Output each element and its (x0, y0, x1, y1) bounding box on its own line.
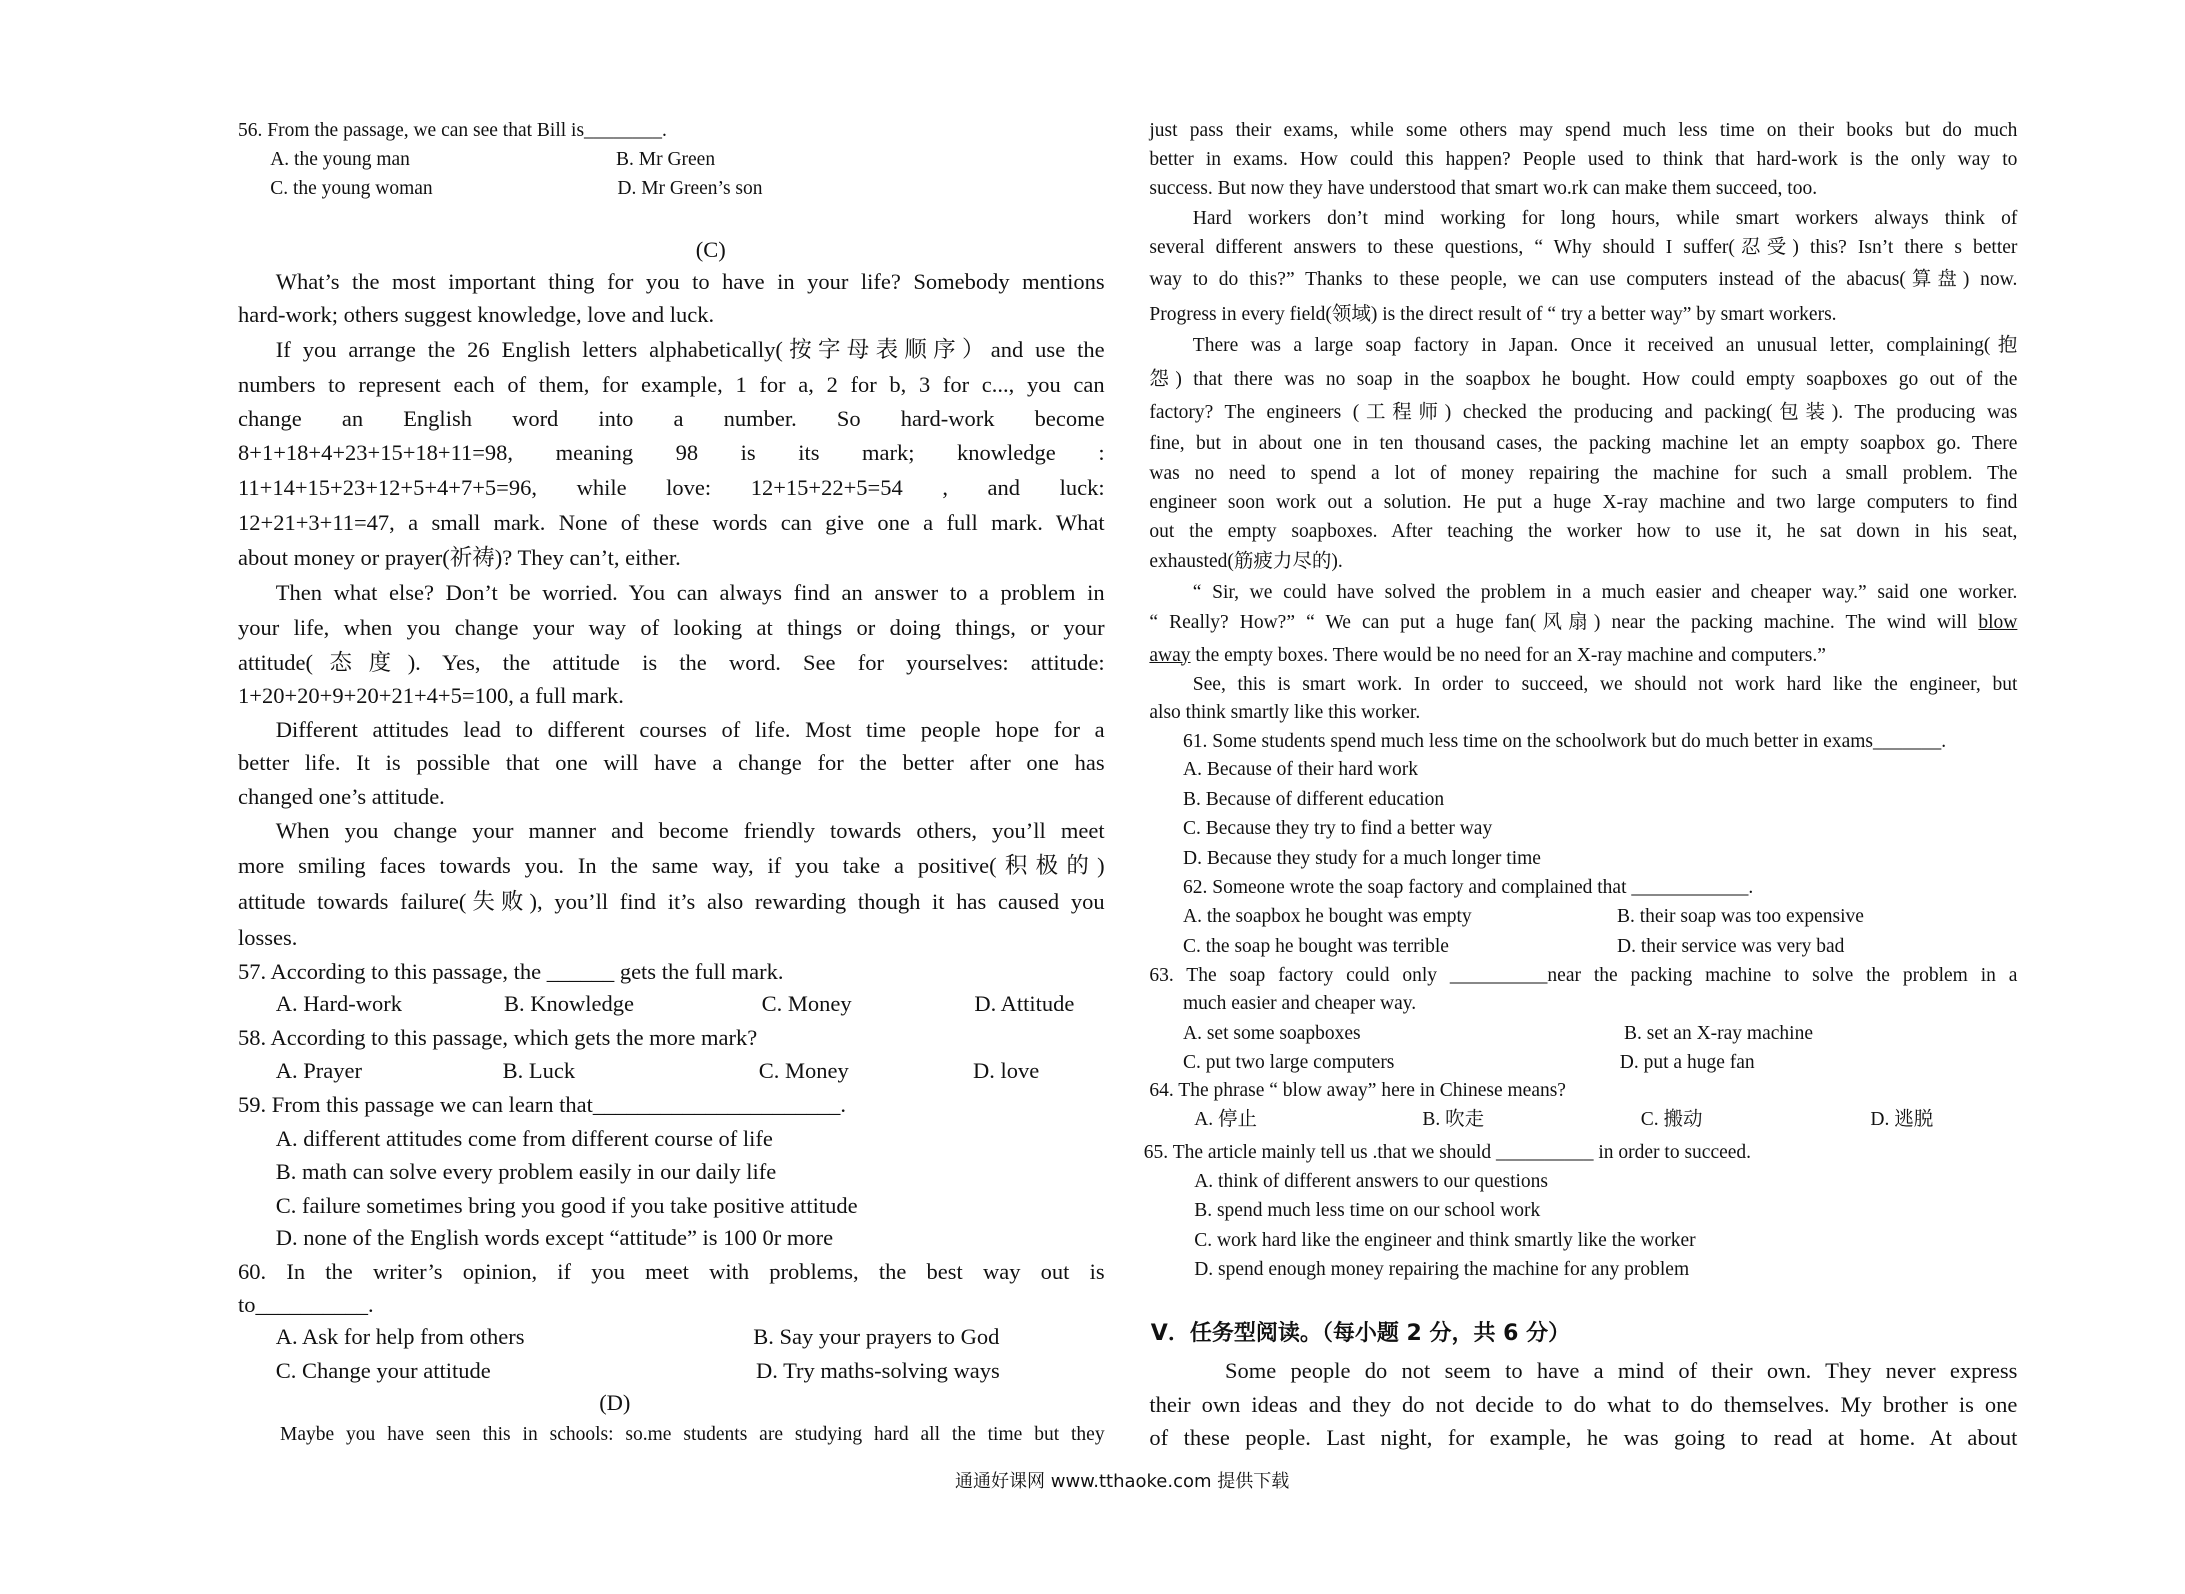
text-line: 56. From the passage, we can see that Bill is________. (238, 119, 667, 141)
underlined-phrase: away (1149, 644, 1191, 666)
text-segment: the empty boxes. There would be no need for an X-ray machine and computers.” (1190, 644, 1826, 666)
text-line: 61. Some students spend much less time on the schoolwork but do much better in exams_______. (1183, 731, 1947, 753)
answer-option: A. Hard-work (275, 991, 403, 1017)
answer-option: C. the young woman (270, 178, 433, 200)
footer-source: 通通好课网 www.tthaoke.com 提供下载 (955, 1471, 1290, 1492)
answer-option: C. 搬动 (1640, 1109, 1703, 1131)
text-line: There was a large soap factory in Japan. Once it received an unusual letter, complaining(抱 (1192, 335, 2018, 357)
text-line: success. But now they have understood that smart wo.rk can make them succeed, too. (1149, 178, 1818, 200)
underlined-phrase: blow (1978, 612, 2018, 634)
answer-option: A. Ask for help from others (275, 1324, 525, 1350)
text-line: See, this is smart work. In order to succeed, we should not work hard like the engineer, but (1192, 673, 2018, 695)
text-line: D. none of the English words except “attitude” is 100 0r more (275, 1225, 834, 1251)
text-line: exhausted(筋疲力尽的). (1149, 550, 1343, 572)
text-line: Hard workers don’t mind working for long hours, while smart workers always think of (1192, 207, 2018, 229)
text-line: Some people do not seem to have a mind of their own. They never express (1225, 1358, 2018, 1384)
text-line: B. math can solve every problem easily in our daily life (275, 1159, 777, 1185)
text-line: was no need to spend a lot of money repairing the machine for such a small problem. The (1149, 462, 2018, 484)
answer-option: A. the soapbox he bought was empty (1183, 906, 1472, 928)
text-line: also think smartly like this worker. (1149, 701, 1421, 723)
text-line: your life, when you change your way of looking at things or doing things, or your (238, 614, 1105, 640)
text-line: more smiling faces towards you. In the same way, if you take a positive(积极的) (238, 852, 1105, 878)
text-line: attitude towards failure(失败), you’ll find it’s also rewarding though it has caused you (238, 889, 1105, 915)
text-line: Then what else? Don’t be worried. You can always find an answer to a problem in (275, 579, 1105, 605)
text-line: D. spend enough money repairing the machine for any problem (1194, 1259, 1690, 1281)
text-line: 63. The soap factory could only __________near the packing machine to solve the problem in a (1149, 965, 2018, 987)
text-line: just pass their exams, while some others may spend much less time on their books but do much (1149, 119, 2018, 141)
text-line: fine, but in about one in ten thousand cases, the packing machine let an empty soapbox go. There (1149, 433, 2018, 455)
text-line: 12+21+3+11=47, a small mark. None of these words can give one a full mark. What (238, 509, 1105, 535)
text-line: factory? The engineers (工程师) checked the producing and packing(包装). The producing was (1149, 402, 2018, 424)
text-line: B. spend much less time on our school work (1194, 1200, 1541, 1222)
text-line: (C) (695, 236, 726, 262)
answer-option: A. Prayer (275, 1058, 363, 1084)
text-line: Different attitudes lead to different courses of life. Most time people hope for a (275, 716, 1105, 742)
text-line: 1+20+20+9+20+21+4+5=100, a full mark. (238, 683, 624, 709)
text-line: better in exams. How could this happen? People used to think that hard-work is the only way to (1149, 148, 2018, 170)
answer-option: B. 吹走 (1422, 1109, 1485, 1131)
text-line: numbers to represent each of them, for example, 1 for a, 2 for b, 3 for c..., you can (238, 372, 1105, 398)
answer-option: A. 停止 (1194, 1109, 1258, 1131)
text-segment: “ Really? How?” “ We can put a huge fan(风扇) near the packing machine. The wind will (1149, 612, 1979, 634)
text-line: 58. According to this passage, which gets the more mark? (238, 1024, 758, 1050)
text-line (1149, 645, 1826, 667)
answer-option: B. set an X-ray machine (1624, 1022, 1813, 1044)
answer-option: B. Knowledge (503, 991, 634, 1017)
text-line: 8+1+18+4+23+15+18+11=98, meaning 98 is its mark; knowledge : (238, 439, 1105, 465)
text-line: about money or prayer(祈祷)? They can’t, either. (238, 544, 681, 570)
text-line: 怨) that there was no soap in the soapbox he bought. How could empty soapboxes go out of the (1149, 368, 2018, 390)
text-line: 57. According to this passage, the ______ gets the full mark. (238, 959, 784, 985)
text-line: A. think of different answers to our questions (1194, 1170, 1549, 1192)
answer-option: B. Mr Green (615, 148, 716, 170)
answer-option: C. Change your attitude (275, 1358, 491, 1384)
text-line: several different answers to these questions, “ Why should I suffer(忍受) this? Isn’t there s better (1149, 237, 2018, 259)
text-line: losses. (238, 925, 298, 951)
text-line: A. Because of their hard work (1183, 759, 1418, 781)
text-line: C. work hard like the engineer and think smartly like the worker (1194, 1229, 1696, 1251)
answer-option: A. the young man (270, 148, 410, 170)
text-line: (D) (599, 1390, 631, 1416)
text-line: D. Because they study for a much longer time (1183, 847, 1541, 869)
text-line: Maybe you have seen this in schools: so.me students are studying hard all the time but they (280, 1424, 1105, 1446)
text-line: 65. The article mainly tell us .that we should __________ in order to succeed. (1143, 1141, 1752, 1163)
answer-option: B. Say your prayers to God (753, 1324, 1000, 1350)
text-line: If you arrange the 26 English letters alphabetically(按字母表顺序）and use the (275, 337, 1105, 363)
text-line: What’s the most important thing for you to have in your life? Somebody mentions (275, 268, 1105, 294)
text-line: engineer soon work out a solution. He put a huge X-ray machine and two large computers to find (1149, 491, 2018, 513)
answer-option: B. Luck (502, 1058, 576, 1084)
text-line: their own ideas and they do not decide to do what to do themselves. My brother is one (1149, 1391, 2018, 1417)
text-line: much easier and cheaper way. (1183, 993, 1417, 1015)
text-line: attitude(态度). Yes, the attitude is the word. See for yourselves: attitude: (238, 649, 1105, 675)
text-line: better life. It is possible that one will have a change for the better after one has (238, 750, 1105, 776)
text-line: C. failure sometimes bring you good if you take positive attitude (275, 1192, 858, 1218)
answer-option: D. Mr Green’s son (617, 178, 763, 200)
text-line: to__________. (238, 1292, 374, 1318)
section-heading: V．任务型阅读。（每小题 2 分，共 6 分） (1150, 1320, 1571, 1346)
text-line: When you change your manner and become friendly towards others, you’ll meet (275, 817, 1105, 843)
answer-option: D. love (972, 1058, 1040, 1084)
answer-option: B. their soap was too expensive (1617, 906, 1864, 928)
answer-option: D. Attitude (974, 991, 1075, 1017)
text-line: changed one’s attitude. (238, 784, 445, 810)
text-line: hard-work; others suggest knowledge, love and luck. (238, 302, 715, 328)
text-line: way to do this?” Thanks to these people, we can use computers instead of the abacus(算盘) now. (1149, 269, 2018, 291)
text-line: B. Because of different education (1183, 788, 1445, 810)
text-line (1149, 612, 2017, 635)
text-line: of these people. Last night, for example, he was going to read at home. At about (1149, 1425, 2018, 1451)
answer-option: C. the soap he bought was terrible (1183, 935, 1449, 957)
answer-option: D. put a huge fan (1619, 1051, 1755, 1073)
text-line: 60. In the writer’s opinion, if you meet with problems, the best way out is (238, 1258, 1105, 1284)
text-line: C. Because they try to find a better way (1183, 818, 1493, 840)
text-line: 62. Someone wrote the soap factory and complained that ____________. (1183, 876, 1754, 898)
text-line: 64. The phrase “ blow away” here in Chinese means? (1149, 1079, 1566, 1101)
text-line: A. different attitudes come from different course of life (275, 1125, 773, 1151)
answer-option: D. their service was very bad (1617, 935, 1845, 957)
answer-option: A. set some soapboxes (1183, 1022, 1361, 1044)
answer-option: C. put two large computers (1183, 1051, 1395, 1073)
text-line: change an English word into a number. So hard-work become (238, 406, 1105, 432)
answer-option: C. Money (758, 1058, 849, 1084)
answer-option: D. 逃脱 (1870, 1109, 1934, 1131)
text-line: Progress in every field(领域) is the direct result of “ try a better way” by smart workers. (1149, 304, 1837, 326)
text-line: 59. From this passage we can learn that______________________. (238, 1092, 847, 1118)
text-line: “ Sir, we could have solved the problem in a much easier and cheaper way.” said one worker. (1192, 581, 2018, 603)
text-line: 11+14+15+23+12+5+4+7+5=96, while love: 12+15+22+5=54 , and luck: (238, 474, 1105, 500)
answer-option: C. Money (761, 991, 852, 1017)
text-line: out the empty soapboxes. After teaching the worker how to use it, he sat down in his seat, (1149, 521, 2018, 543)
answer-option: D. Try maths-solving ways (755, 1358, 1000, 1384)
